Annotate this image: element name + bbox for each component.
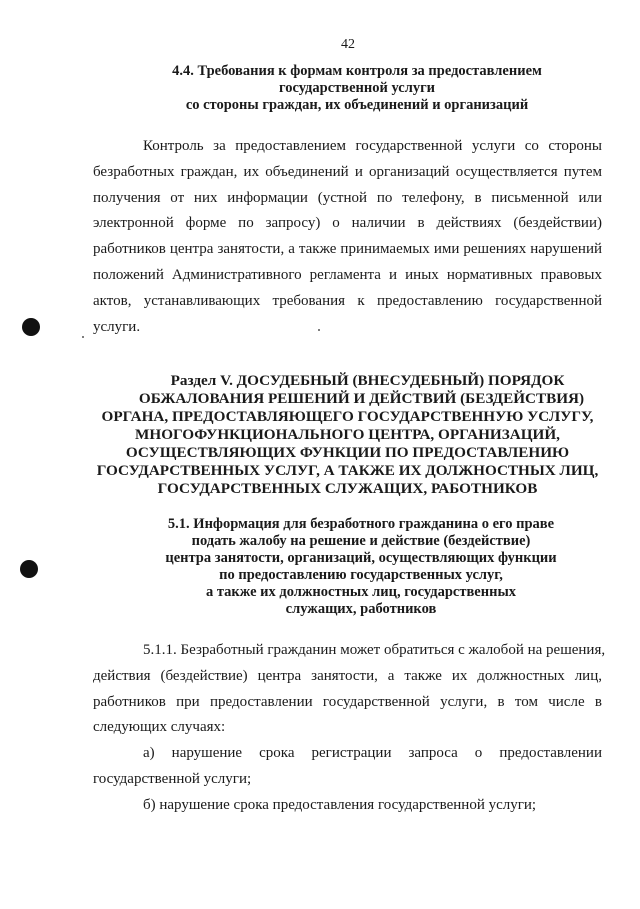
- paragraph-line: работников при предоставлении государственной услуги, в том числе в: [93, 693, 602, 710]
- paragraph-line: следующих случаях:: [93, 719, 226, 736]
- scan-speck: [82, 336, 84, 338]
- heading-5-1-line: 5.1. Информация для безработного гражданина о его праве: [167, 516, 555, 532]
- heading-5-1-line: подать жалобу на решение и действие (бездействие): [191, 533, 531, 549]
- heading-5-1: [92, 516, 602, 618]
- section-title-line: Раздел V. ДОСУДЕБНЫЙ (ВНЕСУДЕБНЫЙ) ПОРЯДОК: [170, 372, 565, 389]
- paragraph-control: [93, 134, 602, 340]
- paragraph-line: работников центра занятости, а также принимаемых ими решениях нарушений: [93, 241, 602, 258]
- paragraph-line: б) нарушение срока предоставления государственной услуги;: [143, 796, 537, 813]
- paragraph-5-1-1: [93, 638, 606, 819]
- binder-hole-mark: [20, 560, 38, 578]
- heading-5-1-line: по предоставлению государственных услуг,: [219, 567, 503, 583]
- heading-5-1-line: центра занятости, организаций, осуществляющих функции: [165, 550, 557, 566]
- section-title-line: МНОГОФУНКЦИОНАЛЬНОГО ЦЕНТРА, ОРГАНИЗАЦИЙ,: [135, 426, 560, 443]
- paragraph-line: актов, устанавливающих требования к предоставлению государственной: [93, 292, 602, 309]
- section-title-line: ГОСУДАРСТВЕННЫХ УСЛУГ, А ТАКЖЕ ИХ ДОЛЖНОСТНЫХ ЛИЦ,: [96, 462, 599, 479]
- section-title-line: ГОСУДАРСТВЕННЫХ СЛУЖАЩИХ, РАБОТНИКОВ: [157, 480, 538, 497]
- binder-hole-mark: [22, 318, 40, 336]
- page-number: 42: [341, 37, 355, 52]
- section-title-line: ОРГАНА, ПРЕДОСТАВЛЯЮЩЕГО ГОСУДАРСТВЕННУЮ УСЛУГУ,: [101, 408, 594, 425]
- heading-5-1-line: а также их должностных лиц, государственных: [205, 584, 517, 600]
- heading-4-4-line: 4.4. Требования к формам контроля за предоставлением: [172, 63, 542, 79]
- paragraph-line: услуги.: [93, 318, 141, 335]
- heading-5-1-line: служащих, работников: [285, 601, 437, 617]
- paragraph-line: а) нарушение срока регистрации запроса о предоставлении: [143, 745, 602, 762]
- paragraph-line: 5.1.1. Безработный гражданин может обратиться с жалобой на решения,: [143, 642, 606, 658]
- scan-speck: [318, 329, 320, 331]
- paragraph-line: получения от них информации (устной по телефону, в письменной или: [93, 189, 602, 206]
- paragraph-line: электронной форме по запросу) о наличии в действиях (бездействии): [93, 215, 602, 232]
- heading-4-4: [92, 63, 602, 114]
- section-title-line: ОСУЩЕСТВЛЯЮЩИХ ФУНКЦИИ ПО ПРЕДОСТАВЛЕНИЮ: [125, 444, 570, 461]
- heading-4-4-line: со стороны граждан, их объединений и организаций: [185, 97, 529, 113]
- paragraph-line: государственной услуги;: [93, 770, 252, 787]
- section-title-line: ОБЖАЛОВАНИЯ РЕШЕНИЙ И ДЕЙСТВИЙ (БЕЗДЕЙСТВИЯ): [138, 390, 585, 407]
- paragraph-line: безработных граждан, их объединений и организаций осуществляется путем: [93, 163, 602, 180]
- section-v-title: [90, 372, 605, 498]
- paragraph-line: Контроль за предоставлением государственной услуги со стороны: [143, 138, 602, 154]
- heading-4-4-line: государственной услуги: [278, 80, 436, 96]
- paragraph-line: действия (бездействие) центра занятости, а также их должностных лиц,: [93, 667, 602, 684]
- paragraph-line: положений Административного регламента и иных нормативных правовых: [93, 266, 602, 283]
